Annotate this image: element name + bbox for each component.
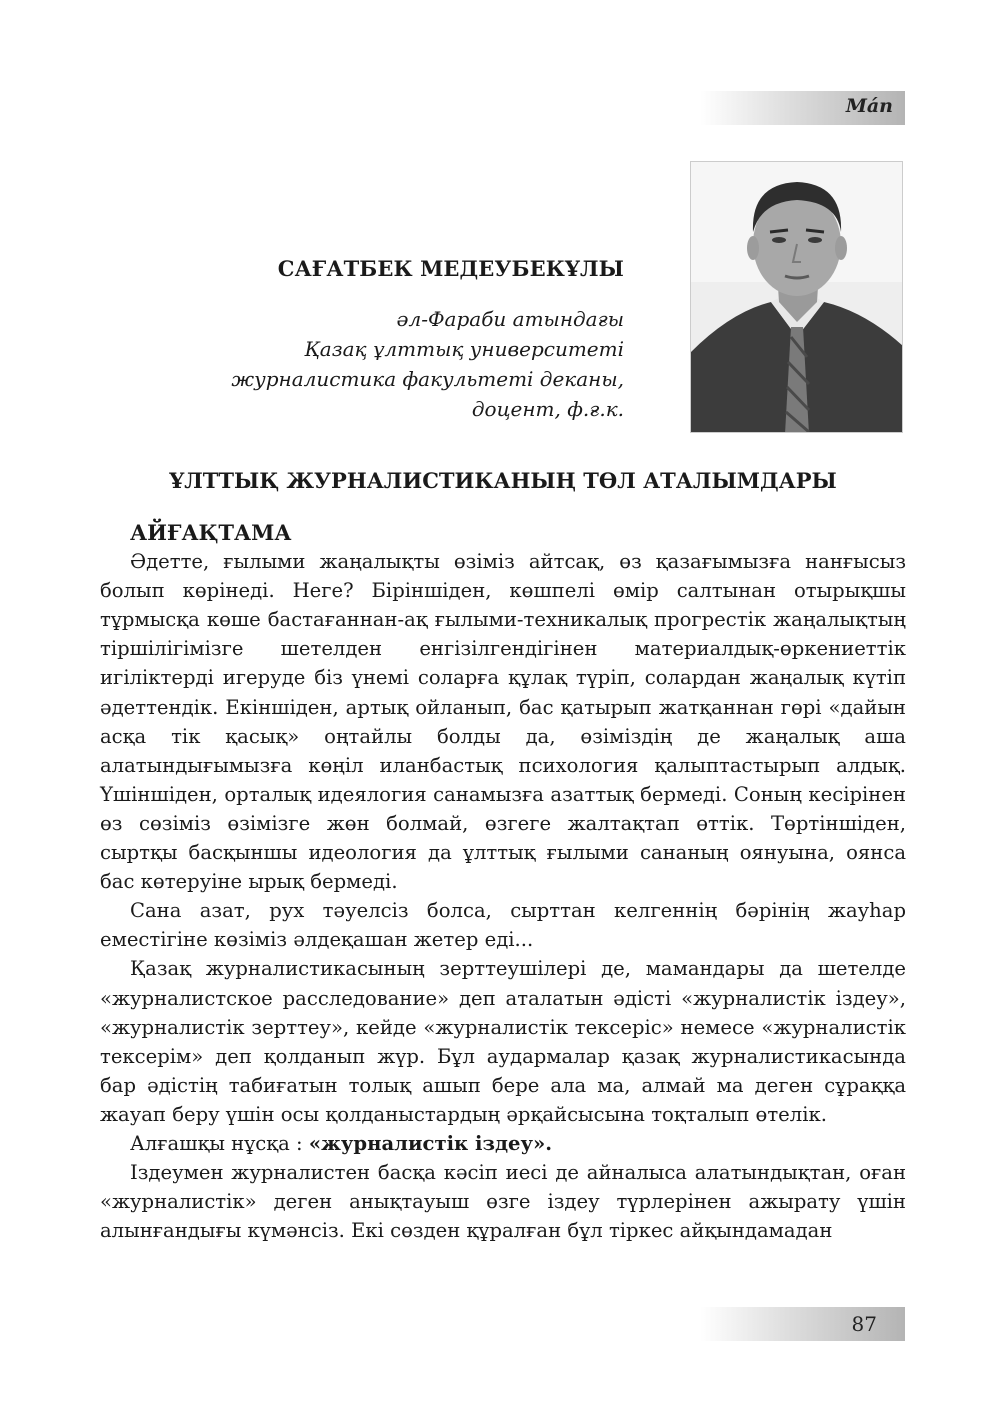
variant-label: Алғашқы нұсқа : bbox=[130, 1131, 309, 1155]
author-portrait-illustration bbox=[691, 162, 903, 433]
affiliation-line: доцент, ф.ғ.к. bbox=[471, 397, 624, 421]
variant-value: «журналистік іздеу». bbox=[308, 1131, 553, 1155]
affiliation-line: Қазақ ұлттық университеті bbox=[304, 337, 624, 361]
page-number-tab bbox=[700, 1307, 905, 1341]
paragraph: Әдетте, ғылыми жаңалықты өзіміз айтсақ, өз қазағымызға нанғысыз болып көрінеді. Неге? Біріншіден, көшпелі өмір салтынан отырықшы тұрмысқа көше бастағаннан-ақ ғылыми-техникалық прогрестік жаңалықтың тіршілігімізге шетелден енгізілгендігінен материалдық-өркениеттік игіліктерді игеруде біз үнемі соларға құлақ түріп, солардан жаңалық күтіп әдеттендік. Екіншіден, артық ойланып, бас қатырып жатқаннан гөрі «дайын асқа тік қасық» оңтайлы болды да, өзіміздің де жаңалық аша алатындығымызға көңіл иланбастық психология қалыптастырып алдық. Үшіншіден, орталық идеялогия санамызға азаттық бермеді. Соның кесірінен өз сөзіміз өзімізге жөн болмай, өзгеге жалтақтап өттік. Төртіншіден, сыртқы басқыншы идеология да ұлттық ғылыми сананың оянуына, оянса бас көтеруіне ырық бермеді. bbox=[100, 550, 906, 894]
author-affiliation bbox=[180, 304, 624, 424]
variant-paragraph bbox=[100, 1129, 906, 1158]
section-label: Mán bbox=[845, 95, 893, 117]
paragraph: Сана азат, рух тәуелсіз болса, сырттан келгеннің бәрінің жауһар еместігіне көзіміз әлдеқашан жетер еді... bbox=[100, 899, 906, 952]
affiliation-line: әл-Фараби атындағы bbox=[396, 307, 624, 331]
article-title: ҰЛТТЫҚ ЖУРНАЛИСТИКАНЫҢ ТӨЛ АТАЛЫМДАРЫ bbox=[169, 468, 837, 493]
paragraph: Іздеумен журналистен басқа кәсіп иесі де айналыса алатындықтан, оған «журналистік» деген анықтауыш өзге іздеу түрлерінен ажырату үшін алынғандығы күмәнсіз. Екі сөзден құралған бұл тіркес айқындамадан bbox=[100, 1161, 906, 1243]
page-number: 87 bbox=[851, 1312, 877, 1336]
paragraph: Қазақ журналистикасының зерттеушілері де, мамандары да шетелде «журналистское расследование» деп аталатын әдісті «журналистік іздеу», «журналистік зерттеу», кейде «журналистік тексеріс» немесе «журналистік тексерім» деп қолданып жүр. Бұл аудармалар қазақ журналистикасында бар әдістің табиғатын толық ашып бере ала ма, алмай ма деген сұраққа жауап беру үшін осы қолданыстардың әрқайсысына тоқталып өтелік. bbox=[100, 957, 906, 1126]
affiliation-line: журналистика факультеті деканы, bbox=[231, 367, 624, 391]
article-body bbox=[100, 518, 906, 1245]
author-photo bbox=[690, 161, 903, 433]
section-header-tab bbox=[700, 91, 905, 125]
section-heading: АЙҒАҚТАМА bbox=[130, 520, 292, 545]
author-name: САҒАТБЕК МЕДЕУБЕКҰЛЫ bbox=[277, 256, 624, 281]
